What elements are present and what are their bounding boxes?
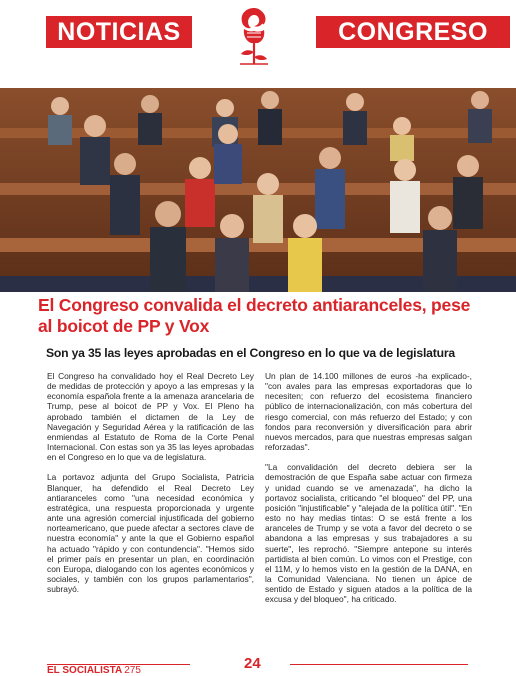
article-paragraph: Un plan de 14.100 millones de euros -ha explicado-, "con avales para las empresas exportadoras que lo necesiten; con refuerzo del ecosistema financiero público de internacionalización, con más cobertura del riesgo comercial, con más refuerzo del Estado; y con fondos para reconversión y diversificación para abrir nuevos mercados, para que nuestras empresas salgan reforzadas". [265,371,472,453]
footer-divider [290,664,468,665]
footer-brand-text: EL SOCIALISTA [47,665,123,676]
article-column-right [265,371,472,614]
psoe-rose-fist-logo-icon [218,2,290,74]
congress-applause-photo [0,88,516,292]
article-column-left [47,371,254,604]
article-paragraph: El Congreso ha convalidado hoy el Real Decreto Ley de medidas de protección y apoyo a las empresas y la economía española frente a la amenaza arancelaria de Trump, pese al boicot de PP y Vox. El Pleno ha aprobado también el dictamen de la Ley de Navegación y Seguridad Aérea y la ratificación de las enmiendas al Estatuto de Roma de la Corte Penal Internacional. Con estas son ya 35 las leyes aprobadas en el Congreso en lo que va de legislatura. [47,371,254,463]
page-number: 24 [244,655,261,672]
article-paragraph: La portavoz adjunta del Grupo Socialista, Patricia Blanquer, ha defendido el Real Decreto Ley antiaranceles como "una necesidad económica y estratégica, una respuesta proporcionada y urgente ante una agresión comercial injustificada del gobierno norteamericano, que puede afectar a sectores clave de nuestra economía" y ante la que el Gobierno español ha actuado "rápido y con contundencia". "Hemos sido el primer país en presentar un plan, en coordinación con Europa, dialogando con los agentes económicos y sociales, y también con los grupos parlamentarios", subrayó. [47,472,254,595]
article-paragraph: "La convalidación del decreto debiera ser la demostración de que España sabe actuar con firmeza y unidad cuando se ve amenazada", ha dicho la portavoz socialista, criticando "el bloqueo" del PP, una posición "injustificable" y "alejada de la política útil". "En esto no hay medias tintas: O se está frente a los aranceles de Trump y se vota a favor del decreto o se abandona a las empresas y sus trabajadores a su suerte", les reprochó. "Siempre antepone su interés partidista al bien común. Lo vimos con el Prestige, con el 11M, y lo hemos visto en la gestión de la DANA, en la Comunidad Valenciana. No tienen un ápice de sentido de Estado y siguen atados a la política de la excusa y del bloqueo", ha criticado. [265,462,472,605]
article-headline: El Congreso convalida el decreto antiaranceles, pese al boicot de PP y Vox [38,295,471,336]
section-banner-noticias: NOTICIAS [46,16,192,48]
article-subheadline: Son ya 35 las leyes aprobadas en el Congreso en lo que va de legislatura [46,346,455,360]
footer-issue-number: 275 [124,665,141,676]
section-banner-congreso: CONGRESO [316,16,510,48]
